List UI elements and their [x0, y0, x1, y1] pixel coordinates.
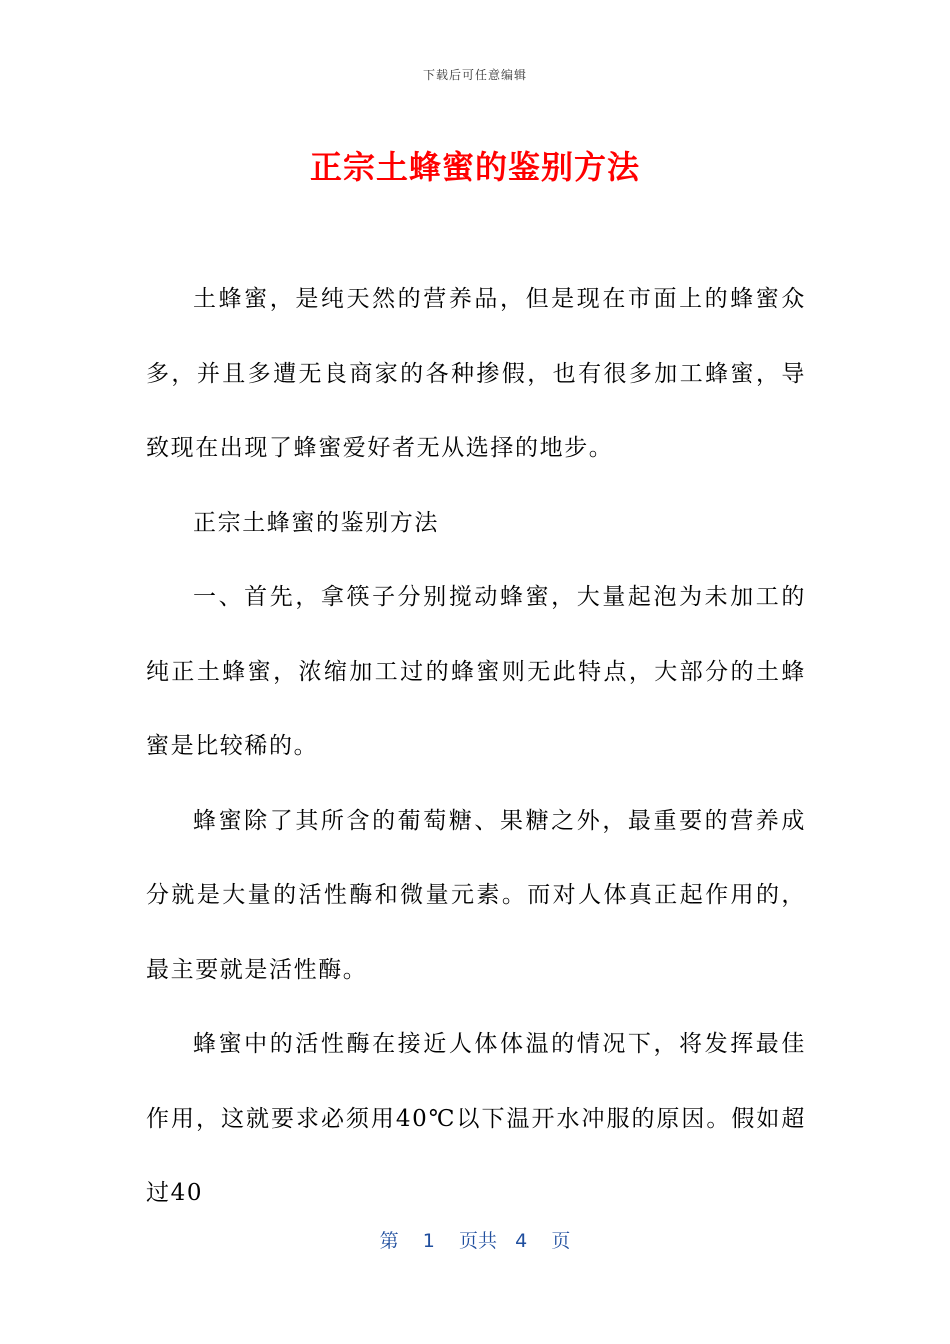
page-footer — [0, 1226, 950, 1253]
total-pages-number: 4 — [515, 1230, 528, 1252]
current-page-number: 1 — [422, 1230, 435, 1252]
footer-suffix: 页 — [551, 1230, 571, 1252]
footer-prefix: 第 — [379, 1230, 399, 1252]
paragraph-step-one: 一、首先，拿筷子分别搅动蜂蜜，大量起泡为未加工的纯正土蜂蜜，浓缩加工过的蜂蜜则无此特点，大部分的土蜂蜜是比较稀的。 — [146, 584, 806, 759]
paragraph-intro: 土蜂蜜，是纯天然的营养品，但是现在市面上的蜂蜜众多，并且多遭无良商家的各种掺假，也有很多加工蜂蜜，导致现在出现了蜂蜜爱好者无从选择的地步。 — [146, 286, 806, 461]
paragraph-section-heading: 正宗土蜂蜜的鉴别方法 — [193, 509, 439, 536]
paragraph-temperature: 蜂蜜中的活性酶在接近人体体温的情况下，将发挥最佳作用，这就要求必须用40℃以下温开水冲服的原因。假如超过40 — [146, 1031, 806, 1206]
header-note: 下载后可任意编辑 — [422, 68, 527, 82]
document-body — [146, 262, 806, 1231]
document-title: 正宗土蜂蜜的鉴别方法 — [309, 148, 640, 186]
footer-middle: 页共 — [459, 1230, 498, 1252]
paragraph-enzymes: 蜂蜜除了其所含的葡萄糖、果糖之外，最重要的营养成分就是大量的活性酶和微量元素。而对人体真正起作用的，最主要就是活性酶。 — [146, 807, 806, 983]
